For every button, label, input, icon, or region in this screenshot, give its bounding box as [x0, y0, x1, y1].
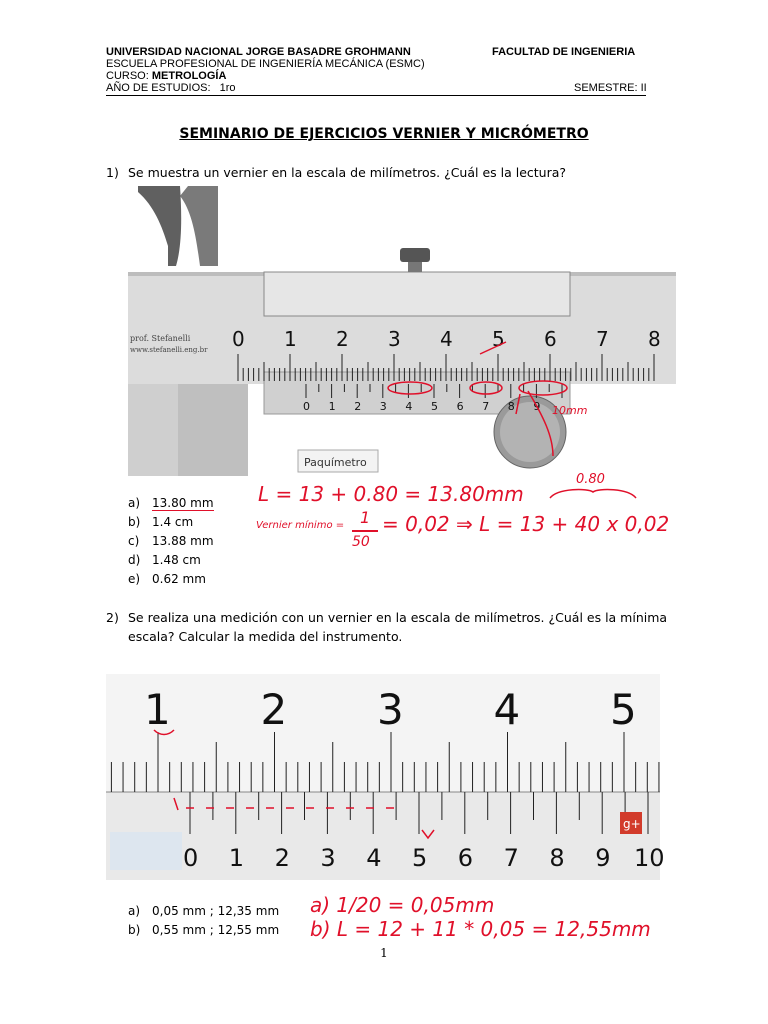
- option-text: 0,05 mm ; 12,35 mm: [152, 904, 280, 918]
- vernier-number: 9: [533, 400, 541, 413]
- option-text: 1.4 cm: [152, 515, 194, 529]
- image-caption: Paquímetro: [304, 456, 367, 469]
- fraction-numerator: 1: [360, 508, 371, 527]
- fraction-denominator: 50: [352, 534, 370, 550]
- fraction-bar: [352, 530, 378, 532]
- vernier-number: 5: [431, 400, 438, 413]
- vernier-number: 7: [503, 844, 519, 872]
- main-scale-number: 3: [377, 685, 404, 734]
- image-credit-2: www.stefanelli.eng.br: [130, 346, 208, 354]
- main-scale-number: 1: [284, 327, 297, 351]
- vernier-number: 8: [507, 400, 515, 413]
- image-credit-1: prof. Stefanelli: [130, 334, 191, 343]
- annotation-q2b: b) L = 12 + 11 * 0,05 = 12,55mm: [310, 917, 651, 941]
- option-letter: d): [128, 553, 141, 567]
- page-number: 1: [380, 946, 388, 960]
- annotation-line2: = 0,02 ⇒ L = 13 + 40 x 0,02: [382, 512, 670, 536]
- vernier-number: 5: [412, 844, 428, 872]
- q2-text-line2: escala? Calcular la medida del instrumento.: [128, 629, 403, 644]
- faculty-name: FACULTAD DE INGENIERIA: [492, 46, 636, 58]
- q1-text: Se muestra un vernier en la escala de milímetros. ¿Cuál es la lectura?: [128, 165, 567, 180]
- annotation-line1: L = 13 + 0.80 = 13.80mm: [258, 482, 524, 506]
- option-text: 13.88 mm: [152, 534, 214, 548]
- option-letter: b): [128, 515, 141, 529]
- option-letter: b): [128, 923, 141, 937]
- page-title: SEMINARIO DE EJERCICIOS VERNIER Y MICRÓMETRO: [179, 126, 589, 142]
- main-scale-number: 1: [144, 685, 171, 734]
- option-text: 0,55 mm ; 12,55 mm: [152, 923, 280, 937]
- option-text: 1.48 cm: [152, 553, 201, 567]
- main-scale-number: 7: [596, 327, 609, 351]
- annotation-overbrace: 0.80: [576, 472, 605, 487]
- q1-option: [128, 532, 214, 551]
- vernier-number: 1: [328, 400, 336, 413]
- year-label: AÑO DE ESTUDIOS:: [106, 82, 211, 94]
- share-icon-label: g+: [623, 817, 641, 831]
- semester: SEMESTRE: II: [574, 82, 647, 94]
- vernier-number: 4: [366, 844, 382, 872]
- university-name: UNIVERSIDAD NACIONAL JORGE BASADRE GROHMANN: [106, 46, 411, 58]
- course-value: METROLOGÍA: [151, 70, 227, 82]
- q2-number: 2): [106, 610, 119, 625]
- option-text: 13.80 mm: [152, 496, 214, 510]
- main-scale-number: 3: [388, 327, 401, 351]
- q2-option: [128, 902, 279, 921]
- main-scale-number: 6: [544, 327, 557, 351]
- vernier-number: 2: [274, 844, 290, 872]
- course-line: [106, 70, 226, 82]
- course-label: CURSO:: [106, 70, 149, 82]
- main-scale-number: 8: [648, 327, 661, 351]
- vernier-number: 3: [320, 844, 336, 872]
- option-letter: e): [128, 572, 141, 586]
- vernier-number: 4: [405, 400, 413, 413]
- option-letter: a): [128, 496, 141, 510]
- vernier-number: 10: [634, 844, 665, 872]
- header-rule: [106, 95, 646, 96]
- q1-number: 1): [106, 165, 119, 180]
- main-scale-number: 5: [610, 685, 637, 734]
- vernier-number: 1: [228, 844, 245, 872]
- q2-text-line1: Se realiza una medición con un vernier en la escala de milímetros. ¿Cuál es la mínima: [128, 610, 668, 625]
- main-scale-number: 0: [232, 327, 245, 351]
- q1-option: [128, 551, 201, 570]
- year-line: [106, 82, 236, 94]
- vernier-number: 6: [456, 400, 464, 413]
- vernier-scale-image: [106, 662, 665, 880]
- marker-10mm: 10mm: [552, 404, 588, 417]
- caliper-image: [128, 186, 676, 476]
- vernier-number: 0: [183, 844, 199, 872]
- q1-option: [128, 494, 214, 513]
- main-scale-number: 2: [260, 685, 288, 734]
- annotation-q2a: a) 1/20 = 0,05mm: [310, 893, 495, 917]
- main-scale-number: 4: [493, 685, 521, 734]
- year-value: 1ro: [219, 82, 236, 94]
- vernier-number: 8: [549, 844, 565, 872]
- vernier-number: 0: [303, 400, 310, 413]
- vernier-number: 3: [379, 400, 387, 413]
- overbrace: [548, 486, 638, 500]
- vernier-number: 6: [457, 844, 474, 872]
- main-scale-number: 5: [492, 327, 505, 351]
- main-scale-number: 4: [440, 327, 453, 351]
- vernier-number: 7: [482, 400, 490, 413]
- annotation-vernier-min: Vernier mínimo =: [256, 520, 345, 531]
- main-scale-number: 2: [336, 327, 349, 351]
- vernier-number: 9: [595, 844, 611, 872]
- school-name: ESCUELA PROFESIONAL DE INGENIERÍA MECÁNICA (ESMC): [106, 58, 425, 70]
- vernier-number: 2: [354, 400, 362, 413]
- q2-option: [128, 921, 279, 940]
- q1-option: [128, 513, 193, 532]
- option-text: 0.62 mm: [152, 572, 206, 586]
- option-letter: c): [128, 534, 140, 548]
- q1-option: [128, 570, 206, 589]
- option-letter: a): [128, 904, 141, 918]
